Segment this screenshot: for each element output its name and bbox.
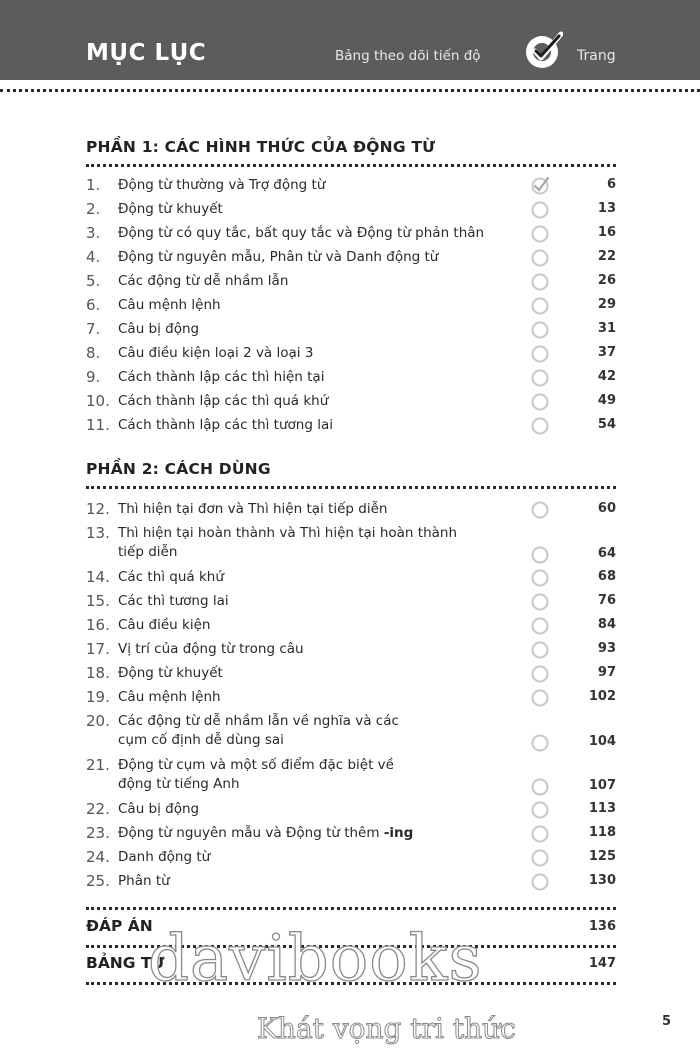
entry-number: 16.: [86, 616, 110, 634]
toc-entry[interactable]: [86, 824, 616, 844]
entry-title-line: Động từ thường và Trợ động từ: [118, 177, 326, 193]
entry-title-line: Động từ khuyết: [118, 665, 223, 681]
header-bar: [0, 0, 700, 80]
toc-entry[interactable]: [86, 872, 616, 892]
progress-checked-icon[interactable]: [530, 176, 550, 196]
toc-entry[interactable]: [86, 664, 616, 684]
progress-circle-icon[interactable]: [530, 500, 550, 520]
toc-entry[interactable]: [86, 344, 616, 364]
entry-title-line: Động từ nguyên mẫu, Phân từ và Danh động từ: [118, 249, 439, 265]
entry-page: 64: [597, 546, 616, 561]
progress-circle-icon[interactable]: [530, 320, 550, 340]
entry-number: 5.: [86, 272, 101, 290]
entry-title: [118, 849, 210, 865]
entry-title-line: Động từ có quy tắc, bất quy tắc và Động từ phản thân: [118, 225, 485, 241]
entry-title: [118, 569, 224, 585]
toc-entry[interactable]: [86, 848, 616, 868]
entry-title-line: Cách thành lập các thì quá khứ: [118, 393, 329, 409]
entry-title-line: Thì hiện tại hoàn thành và Thì hiện tại hoàn thành: [118, 525, 458, 541]
page-title: MỤC LỤC: [86, 40, 207, 66]
entry-number: 19.: [86, 688, 110, 706]
entry-page: 26: [597, 273, 616, 288]
entry-title: [118, 225, 484, 241]
entry-number: 9.: [86, 368, 101, 386]
entry-number: 15.: [86, 592, 110, 610]
toc-entry[interactable]: [86, 176, 616, 196]
toc-entry[interactable]: [86, 296, 616, 316]
toc-entry[interactable]: [86, 224, 616, 244]
progress-circle-icon[interactable]: [530, 545, 550, 565]
entry-title-line2: cụm cố định dễ dùng sai: [118, 732, 284, 748]
progress-circle-icon[interactable]: [530, 592, 550, 612]
entry-page: 125: [588, 849, 616, 864]
entry-number: 21.: [86, 756, 110, 774]
entry-number: 24.: [86, 848, 110, 866]
entry-number: 7.: [86, 320, 101, 338]
progress-circle-icon[interactable]: [530, 664, 550, 684]
part1-divider: [86, 164, 616, 167]
entry-title-line: Câu mệnh lệnh: [118, 297, 221, 313]
entry-title: [118, 297, 221, 313]
entry-title-line: Các động từ dễ nhầm lẫn về nghĩa và các: [118, 713, 399, 729]
progress-circle-icon[interactable]: [530, 248, 550, 268]
entry-number: 10.: [86, 392, 110, 410]
entry-title-line: Danh động từ: [118, 849, 211, 865]
entry-page: 31: [597, 321, 616, 336]
progress-circle-icon[interactable]: [530, 296, 550, 316]
entry-page: 113: [588, 801, 616, 816]
progress-circle-icon[interactable]: [530, 344, 550, 364]
progress-circle-icon[interactable]: [530, 872, 550, 892]
progress-circle-icon[interactable]: [530, 392, 550, 412]
entry-number: 14.: [86, 568, 110, 586]
toc-entry[interactable]: [86, 524, 616, 561]
entry-number: 12.: [86, 500, 110, 518]
entry-title: [118, 593, 229, 609]
entry-number: 17.: [86, 640, 110, 658]
toc-entry[interactable]: [86, 500, 616, 520]
entry-number: 18.: [86, 664, 110, 682]
entry-title: [118, 369, 324, 385]
entry-title-line: Câu điều kiện: [118, 617, 211, 633]
entry-number: 8.: [86, 344, 101, 362]
progress-circle-icon[interactable]: [530, 568, 550, 588]
entry-number: 13.: [86, 524, 110, 542]
entry-page: 118: [588, 825, 616, 840]
entry-title: [118, 665, 223, 681]
entry-title: [118, 757, 394, 792]
entry-title: [118, 417, 333, 433]
entry-title: [118, 713, 399, 748]
progress-circle-icon[interactable]: [530, 733, 550, 753]
entry-title: [118, 273, 288, 289]
progress-circle-icon[interactable]: [530, 824, 550, 844]
watermark-brand: davibooks: [148, 922, 483, 996]
progress-circle-icon[interactable]: [530, 800, 550, 820]
entry-page: 60: [597, 501, 616, 516]
toc-entry[interactable]: [86, 800, 616, 820]
entry-page: 102: [588, 689, 616, 704]
part1-heading: PHẦN 1: CÁC HÌNH THỨC CỦA ĐỘNG TỪ: [86, 138, 436, 156]
entry-page: 104: [588, 734, 616, 749]
entry-number: 6.: [86, 296, 101, 314]
entry-page: 84: [597, 617, 616, 632]
entry-title: [118, 201, 223, 217]
progress-circle-icon[interactable]: [530, 616, 550, 636]
toc-entry[interactable]: [86, 756, 616, 793]
progress-circle-icon[interactable]: [530, 200, 550, 220]
toc-entry[interactable]: [86, 272, 616, 292]
entry-page: 107: [588, 778, 616, 793]
entry-title-line2: tiếp diễn: [118, 544, 178, 560]
checkmark-badge-icon: [523, 31, 563, 71]
entry-page: 130: [588, 873, 616, 888]
entry-title-line: Các động từ dễ nhầm lẫn: [118, 273, 289, 289]
part2-divider: [86, 486, 616, 489]
entry-page: 76: [597, 593, 616, 608]
entry-title: [118, 501, 387, 517]
progress-circle-icon[interactable]: [530, 224, 550, 244]
entry-page: 29: [597, 297, 616, 312]
page-column-label: Trang: [577, 48, 616, 64]
entry-title: [118, 825, 413, 841]
page-number: 5: [662, 1014, 672, 1029]
entry-page: 68: [597, 569, 616, 584]
entry-number: 25.: [86, 872, 110, 890]
entry-number: 11.: [86, 416, 110, 434]
answers-divider: [86, 907, 616, 910]
entry-page: 13: [597, 201, 616, 216]
toc-entry[interactable]: [86, 616, 616, 636]
progress-circle-icon[interactable]: [530, 272, 550, 292]
progress-circle-icon[interactable]: [530, 688, 550, 708]
entry-title-line: Câu mệnh lệnh: [118, 689, 221, 705]
entry-number: 20.: [86, 712, 110, 730]
answers-label: ĐÁP ÁN: [86, 917, 153, 935]
entry-title-line: Động từ nguyên mẫu và Động từ thêm: [118, 825, 384, 841]
entry-title: [118, 177, 325, 193]
toc-entry[interactable]: [86, 568, 616, 588]
entry-title: [118, 249, 438, 265]
toc-entry[interactable]: [86, 392, 616, 412]
entry-title: [118, 393, 328, 409]
entry-page: 42: [597, 369, 616, 384]
entry-title-bold: -ing: [383, 825, 414, 841]
toc-entry[interactable]: [86, 320, 616, 340]
entry-title-line: Các thì tương lai: [118, 593, 229, 609]
progress-tracker-label: Bảng theo dõi tiến độ: [335, 48, 481, 64]
entry-title: [118, 801, 199, 817]
entry-title-line: Động từ cụm và một số điểm đặc biệt về: [118, 757, 394, 773]
entry-number: 1.: [86, 176, 101, 194]
entry-page: 22: [597, 249, 616, 264]
entry-title-line: Câu bị động: [118, 801, 200, 817]
entry-title: [118, 321, 199, 337]
watermark-tagline: Khát vọng tri thức: [257, 1012, 516, 1045]
toc-entry[interactable]: [86, 248, 616, 268]
entry-number: 2.: [86, 200, 101, 218]
progress-circle-icon[interactable]: [530, 416, 550, 436]
entry-page: 49: [597, 393, 616, 408]
entry-number: 4.: [86, 248, 101, 266]
entry-title-line: Câu điều kiện loại 2 và loại 3: [118, 345, 314, 361]
entry-title: [118, 641, 304, 657]
entry-number: 3.: [86, 224, 101, 242]
entry-page: 16: [597, 225, 616, 240]
toc-entry[interactable]: [86, 688, 616, 708]
part2-heading: PHẦN 2: CÁCH DÙNG: [86, 460, 271, 478]
entry-title-line: Câu bị động: [118, 321, 200, 337]
verb-table-label: BẢNG TỪ: [86, 954, 165, 972]
entry-title: [118, 873, 170, 889]
progress-circle-icon[interactable]: [530, 640, 550, 660]
header-divider: [0, 89, 700, 92]
entry-page: 97: [597, 665, 616, 680]
answers-page: 136: [588, 919, 616, 934]
entry-title-line: Cách thành lập các thì hiện tại: [118, 369, 325, 385]
progress-circle-icon[interactable]: [530, 848, 550, 868]
toc-entry[interactable]: [86, 416, 616, 436]
toc-entry[interactable]: [86, 200, 616, 220]
toc-entry[interactable]: [86, 368, 616, 388]
entry-page: 54: [597, 417, 616, 432]
entry-number: 22.: [86, 800, 110, 818]
entry-title: [118, 689, 221, 705]
entry-title-line: Phân từ: [118, 873, 170, 889]
progress-circle-icon[interactable]: [530, 368, 550, 388]
entry-title: [118, 525, 457, 560]
entry-title: [118, 617, 210, 633]
entry-title: [118, 345, 313, 361]
entry-page: 37: [597, 345, 616, 360]
entry-title-line: Thì hiện tại đơn và Thì hiện tại tiếp diễn: [118, 501, 388, 517]
verb-table-page: 147: [588, 956, 616, 971]
entry-page: 93: [597, 641, 616, 656]
toc-entry[interactable]: [86, 640, 616, 660]
entry-title-line: Cách thành lập các thì tương lai: [118, 417, 333, 433]
toc-entry[interactable]: [86, 592, 616, 612]
entry-title-line: Các thì quá khứ: [118, 569, 224, 585]
entry-title-line: Vị trí của động từ trong câu: [118, 641, 304, 657]
progress-circle-icon[interactable]: [530, 777, 550, 797]
toc-entry[interactable]: [86, 712, 616, 749]
entry-page: 6: [606, 177, 616, 192]
entry-title-line2: động từ tiếng Anh: [118, 776, 240, 792]
entry-number: 23.: [86, 824, 110, 842]
entry-title-line: Động từ khuyết: [118, 201, 223, 217]
